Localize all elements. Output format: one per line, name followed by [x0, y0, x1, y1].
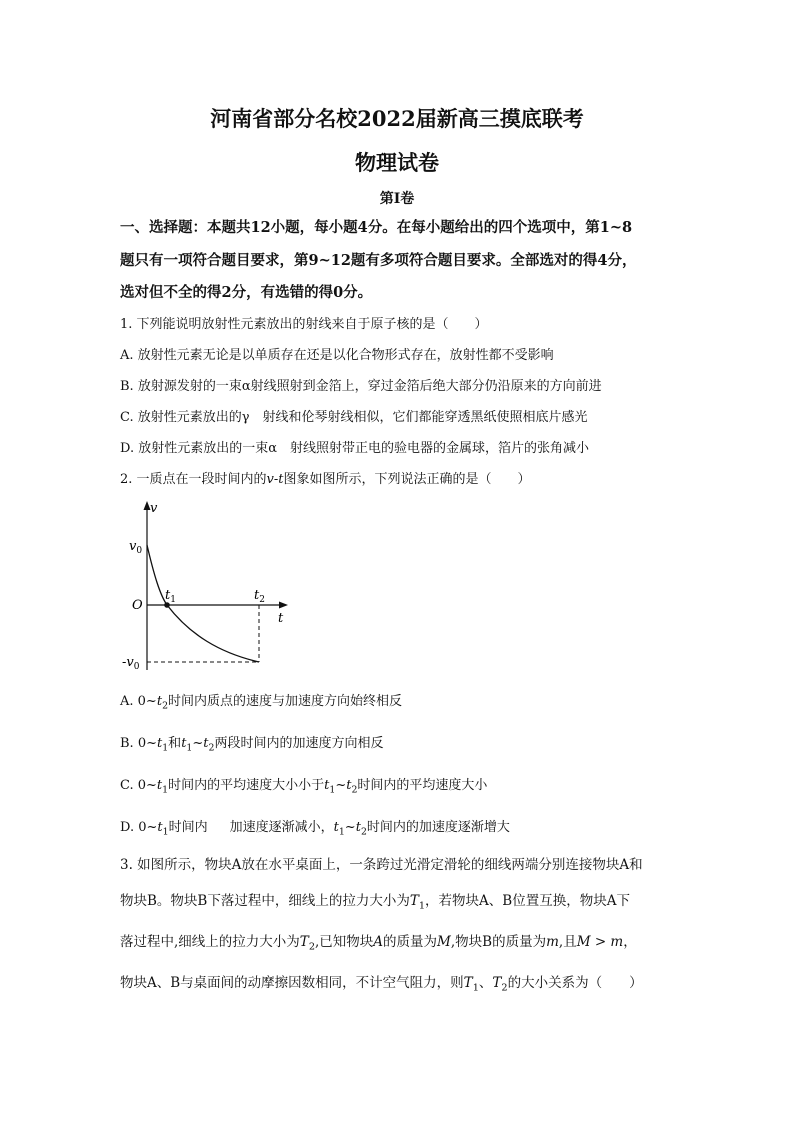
vt-curve: [147, 545, 259, 662]
v-axis-label: v: [150, 501, 158, 516]
q2-option-b: B. $0\sim t_1$和$t_1\sim t_2$两段时间内的加速度方向相反: [120, 736, 384, 754]
q3-line1: 3. 如图所示，物块A放在水平桌面上，一条跨过光滑定滑轮的细线两端分别连接物块A和: [120, 857, 643, 873]
q2-option-c: C. $0\sim t_1$时间内的平均速度大小小于$t_1\sim t_2$时间内的平均速度大小: [120, 778, 488, 796]
q1-stem: 1. 下列能说明放射性元素放出的射线来自于原子核的是（ ）: [120, 317, 488, 332]
vt-graph: [120, 495, 300, 675]
q3-line4: 物块A、B与桌面间的动摩擦因数相同，不计空气阻力，则$T_1$、$T_2$的大小关系为（ ）: [120, 975, 643, 994]
t-axis-label: t: [278, 611, 284, 626]
neg-v0-label: $-v_0$: [122, 655, 140, 672]
t-axis-arrow-icon: [279, 602, 288, 609]
v0-label: $v_0$: [129, 539, 143, 556]
t2-label: $t_2$: [254, 588, 265, 605]
q1-option-d: D. 放射性元素放出的一束α 射线照射带正电的验电器的金属球，箔片的张角减小: [120, 441, 590, 456]
section-instructions-line3: 选对但不全的得2分，有选错的得0分。: [120, 284, 373, 301]
q1-option-a: A. 放射性元素无论是以单质存在还是以化合物形式存在，放射性都不受影响: [120, 348, 554, 363]
q1-option-b: B. 放射源发射的一束α射线照射到金箔上，穿过金箔后绝大部分仍沿原来的方向前进: [120, 379, 602, 394]
q3-line3: 落过程中,细线上的拉力大小为$T_2$,已知物块A的质量为M,物块B的质量为m,且M > m，: [120, 934, 637, 953]
q1-option-c: C. 放射性元素放出的γ 射线和伦琴射线相似，它们都能穿透黑纸使照相底片感光: [120, 410, 588, 425]
q2-stem: 2. 一质点在一段时间内的v-t图象如图所示，下列说法正确的是（ ）: [120, 472, 531, 487]
section-instructions-line1: 一、选择题：本题共12小题，每小题4分。在每小题给出的四个选项中，第1~8: [120, 219, 633, 236]
exam-subtitle: 物理试卷: [355, 150, 439, 175]
exam-title: 河南省部分名校2022届新高三摸底联考: [210, 106, 584, 131]
q2-option-a: A. $0\sim t_2$时间内质点的速度与加速度方向始终相反: [120, 694, 403, 712]
origin-label: O: [132, 598, 143, 613]
q3-line2: 物块B。物块B下落过程中，细线上的拉力大小为$T_1$，若物块A、B位置互换，物块A下: [120, 893, 630, 912]
t1-label: $t_1$: [165, 588, 176, 605]
t1-point: [164, 602, 170, 608]
part-heading: 第I卷: [379, 191, 415, 207]
section-instructions-line2: 题只有一项符合题目要求，第9~12题有多项符合题目要求。全部选对的得4分，: [120, 252, 637, 269]
q2-option-d: D. $0\sim t_1$时间内 加速度逐渐减小，$t_1\sim t_2$时间内的加速度逐渐增大: [120, 820, 510, 838]
